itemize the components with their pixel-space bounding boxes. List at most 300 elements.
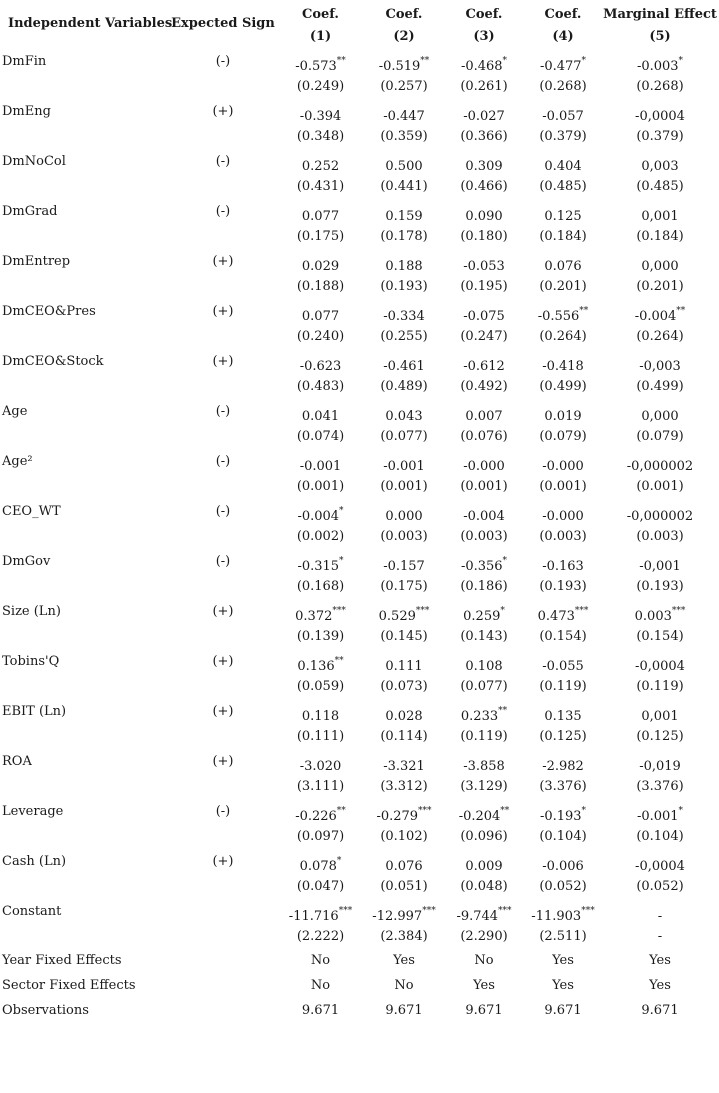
coefficient-value: -0.612 — [463, 359, 505, 374]
coefficient-value: -0.001 — [299, 459, 342, 474]
coefficient-cell — [278, 248, 363, 274]
variable-name: Leverage — [2, 803, 64, 819]
significance-stars: *** — [581, 906, 595, 916]
expected-sign: (+) — [212, 653, 234, 669]
coefficient-cell — [445, 148, 523, 174]
coefficient-cell — [278, 698, 363, 724]
variable-name: DmEntrep — [2, 253, 71, 269]
header-model-5-label: Marginal Effect — [603, 7, 717, 22]
standard-error-value: (0.125) — [539, 728, 587, 744]
coefficient-cell — [278, 398, 363, 424]
coefficient-cell — [278, 598, 363, 624]
significance-stars: ** — [579, 306, 589, 316]
footer-value: Yes — [552, 953, 574, 968]
coefficient-cell — [603, 698, 717, 724]
coefficient-value: 0.028 — [385, 709, 423, 724]
coefficient-cell — [523, 198, 603, 224]
coefficient-cell — [363, 548, 445, 574]
coefficient-value: 0.108 — [465, 659, 503, 674]
coefficient-cell — [363, 648, 445, 674]
coefficient-cell — [603, 248, 717, 274]
variable-name: DmNoCol — [2, 153, 66, 169]
variable-name: DmFin — [2, 53, 47, 69]
empty-cell — [168, 574, 278, 598]
header-row — [2, 0, 717, 48]
expected-sign: (-) — [215, 403, 231, 419]
standard-error-row — [2, 924, 717, 948]
coefficient-value: 0.000 — [385, 509, 423, 524]
coefficient-cell — [445, 548, 523, 574]
coefficient-cell — [603, 348, 717, 374]
coefficient-cell — [603, 298, 717, 324]
empty-cell — [168, 998, 278, 1023]
coefficient-cell — [523, 648, 603, 674]
standard-error-value: (0.003) — [636, 528, 684, 544]
standard-error-value: (0.001) — [460, 478, 508, 494]
standard-error-row — [2, 824, 717, 848]
empty-cell — [168, 874, 278, 898]
coefficient-cell — [445, 798, 523, 824]
variable-name: Size (Ln) — [2, 603, 61, 619]
coefficient-cell — [603, 398, 717, 424]
footer-value: No — [474, 953, 494, 968]
coefficient-value: -0.468 — [460, 59, 503, 74]
standard-error-value: (0.261) — [460, 78, 508, 94]
coefficient-cell — [278, 548, 363, 574]
standard-error-row — [2, 124, 717, 148]
expected-sign: (-) — [215, 503, 231, 519]
empty-cell — [168, 774, 278, 798]
variable-name: DmCEO&Stock — [2, 353, 104, 369]
standard-error-row — [2, 374, 717, 398]
empty-cell — [168, 948, 278, 973]
empty-cell — [2, 324, 168, 348]
coefficient-value: 0.233 — [460, 709, 499, 724]
coefficient-value: -0.001 — [636, 809, 679, 824]
table-row — [2, 548, 717, 574]
footer-row — [2, 948, 717, 973]
empty-cell — [168, 724, 278, 748]
empty-cell — [168, 374, 278, 398]
standard-error-value: (0.485) — [636, 178, 684, 194]
standard-error-row — [2, 424, 717, 448]
coefficient-value: 0.003 — [634, 609, 672, 624]
standard-error-value: (0.145) — [380, 628, 428, 644]
coefficient-cell — [363, 698, 445, 724]
empty-cell — [168, 74, 278, 98]
standard-error-value: (0.441) — [380, 178, 428, 194]
significance-stars: *** — [422, 906, 436, 916]
standard-error-value: (0.052) — [539, 878, 587, 894]
variable-name: Constant — [2, 903, 62, 919]
table-row — [2, 298, 717, 324]
significance-stars: *** — [418, 806, 432, 816]
standard-error-value: (0.001) — [296, 478, 345, 494]
coefficient-value: 0.043 — [385, 409, 423, 424]
standard-error-value: (0.003) — [539, 528, 587, 544]
empty-cell — [2, 224, 168, 248]
empty-cell — [168, 824, 278, 848]
expected-sign: (+) — [212, 353, 234, 369]
expected-sign: (-) — [215, 203, 231, 219]
standard-error-value: (0.001) — [380, 478, 428, 494]
regression-table — [2, 0, 717, 1023]
standard-error-value: (0.139) — [296, 628, 345, 644]
coefficient-value: - — [657, 909, 663, 924]
coefficient-cell — [278, 448, 363, 474]
coefficient-cell — [445, 198, 523, 224]
coefficient-value: -0.053 — [463, 259, 505, 274]
coefficient-value: 0.009 — [465, 859, 503, 874]
standard-error-row — [2, 524, 717, 548]
footer-value: 9.671 — [385, 1003, 423, 1018]
standard-error-value: (0.193) — [380, 278, 428, 294]
significance-stars: *** — [671, 606, 686, 616]
footer-value: 9.671 — [544, 1003, 582, 1018]
empty-cell — [2, 474, 168, 498]
empty-cell — [168, 924, 278, 948]
coefficient-value: -0.519 — [378, 59, 421, 74]
coefficient-value: 0.111 — [385, 659, 423, 674]
standard-error-value: (0.143) — [460, 628, 508, 644]
empty-cell — [2, 74, 168, 98]
table-row — [2, 698, 717, 724]
coefficient-value: 0.372 — [295, 609, 333, 624]
standard-error-row — [2, 674, 717, 698]
header-model-1-number: (1) — [309, 29, 332, 44]
standard-error-value: (2.222) — [296, 928, 345, 944]
coefficient-value: -0.057 — [542, 109, 584, 124]
coefficient-cell — [363, 498, 445, 524]
footer-value: Yes — [393, 953, 415, 968]
significance-stars: *** — [415, 606, 430, 616]
header-model-3 — [445, 0, 523, 48]
coefficient-cell — [523, 498, 603, 524]
standard-error-value: (0.193) — [539, 578, 587, 594]
standard-error-value: (3.376) — [636, 778, 684, 794]
coefficient-cell — [445, 598, 523, 624]
footer-value: 9.671 — [641, 1003, 679, 1018]
empty-cell — [168, 224, 278, 248]
coefficient-value: -0.447 — [383, 109, 425, 124]
empty-cell — [2, 724, 168, 748]
footer-value: Yes — [552, 978, 574, 993]
standard-error-value: (0.201) — [539, 278, 587, 294]
coefficient-cell — [278, 98, 363, 124]
header-model-1 — [278, 0, 363, 48]
header-model-3-number: (3) — [473, 29, 495, 44]
coefficient-value: 0.029 — [301, 259, 340, 274]
standard-error-row — [2, 324, 717, 348]
coefficient-value: -9.744 — [456, 909, 499, 924]
coefficient-cell — [363, 448, 445, 474]
standard-error-row — [2, 224, 717, 248]
coefficient-value: 0.473 — [537, 609, 575, 624]
coefficient-value: 0,001 — [641, 209, 679, 224]
standard-error-row — [2, 174, 717, 198]
footer-value: No — [310, 978, 331, 993]
coefficient-cell — [445, 448, 523, 474]
standard-error-value: (0.104) — [539, 828, 587, 844]
standard-error-value: (3.129) — [460, 778, 508, 794]
coefficient-cell — [603, 448, 717, 474]
significance-stars: * — [339, 506, 344, 516]
standard-error-value: (0.186) — [460, 578, 508, 594]
table-row — [2, 448, 717, 474]
coefficient-cell — [523, 98, 603, 124]
empty-cell — [168, 674, 278, 698]
standard-error-value: (0.077) — [460, 678, 508, 694]
table-row — [2, 98, 717, 124]
standard-error-value: (0.119) — [539, 678, 587, 694]
coefficient-cell — [363, 48, 445, 74]
standard-error-value: (0.076) — [460, 428, 508, 444]
coefficient-value: 0.076 — [385, 859, 423, 874]
coefficient-value: -3.020 — [299, 759, 342, 774]
standard-error-value: (0.489) — [380, 378, 428, 394]
standard-error-value: (0.001) — [539, 478, 587, 494]
table-row — [2, 848, 717, 874]
coefficient-value: 0.309 — [465, 159, 503, 174]
standard-error-value: (0.195) — [460, 278, 508, 294]
header-model-2 — [363, 0, 445, 48]
coefficient-cell — [445, 348, 523, 374]
significance-stars: * — [678, 56, 684, 66]
coefficient-value: 0.159 — [385, 209, 423, 224]
footer-label: Observations — [2, 1003, 89, 1018]
coefficient-value: 0.404 — [544, 159, 582, 174]
standard-error-row — [2, 774, 717, 798]
standard-error-value: (0.079) — [539, 428, 587, 444]
coefficient-cell — [278, 348, 363, 374]
header-model-2-label: Coef. — [385, 7, 423, 22]
empty-cell — [2, 174, 168, 198]
coefficient-cell — [523, 48, 603, 74]
variable-name: DmGov — [2, 553, 51, 569]
empty-cell — [2, 624, 168, 648]
standard-error-value: (0.051) — [380, 878, 428, 894]
significance-stars: ** — [676, 306, 686, 316]
coefficient-cell — [523, 548, 603, 574]
footer-value: 9.671 — [301, 1003, 340, 1018]
table-body — [2, 48, 717, 1023]
standard-error-value: (0.485) — [539, 178, 587, 194]
table-header — [2, 0, 717, 48]
standard-error-value: (0.247) — [460, 328, 508, 344]
standard-error-row — [2, 874, 717, 898]
coefficient-cell — [278, 498, 363, 524]
significance-stars: *** — [498, 906, 512, 916]
standard-error-value: (0.379) — [636, 128, 684, 144]
coefficient-value: -0,0004 — [635, 109, 685, 124]
empty-cell — [2, 274, 168, 298]
coefficient-cell — [363, 598, 445, 624]
standard-error-value: (0.359) — [380, 128, 428, 144]
significance-stars: *** — [332, 606, 346, 616]
empty-cell — [168, 174, 278, 198]
standard-error-value: (0.268) — [636, 78, 684, 94]
coefficient-value: -0.157 — [383, 559, 425, 574]
coefficient-value: -0.027 — [463, 109, 505, 124]
coefficient-value: -0.226 — [295, 809, 337, 824]
coefficient-cell — [603, 748, 717, 774]
standard-error-row — [2, 624, 717, 648]
empty-cell — [2, 424, 168, 448]
coefficient-cell — [523, 698, 603, 724]
coefficient-cell — [445, 398, 523, 424]
significance-stars: ** — [334, 656, 344, 666]
empty-cell — [168, 424, 278, 448]
footer-value: 9.671 — [465, 1003, 503, 1018]
coefficient-value: -0.461 — [383, 359, 425, 374]
coefficient-cell — [603, 648, 717, 674]
table-row — [2, 598, 717, 624]
standard-error-value: (0.257) — [380, 78, 428, 94]
standard-error-row — [2, 574, 717, 598]
coefficient-cell — [445, 48, 523, 74]
empty-cell — [168, 973, 278, 998]
significance-stars: * — [581, 806, 587, 816]
coefficient-value: -0.000 — [542, 459, 584, 474]
coefficient-value: 0.259 — [463, 609, 501, 624]
significance-stars: *** — [338, 906, 353, 916]
coefficient-value: -0.055 — [542, 659, 584, 674]
empty-cell — [2, 574, 168, 598]
coefficient-value: -0.004 — [463, 509, 505, 524]
coefficient-cell — [278, 748, 363, 774]
coefficient-cell — [278, 298, 363, 324]
coefficient-value: -0.556 — [537, 309, 580, 324]
coefficient-cell — [445, 498, 523, 524]
empty-cell — [168, 524, 278, 548]
coefficient-value: -11.716 — [288, 909, 339, 924]
coefficient-cell — [278, 148, 363, 174]
expected-sign: (-) — [215, 53, 231, 69]
coefficient-cell — [523, 248, 603, 274]
standard-error-value: (0.201) — [636, 278, 684, 294]
standard-error-value: (0.119) — [460, 728, 508, 744]
coefficient-value: -0.477 — [539, 59, 582, 74]
footer-value: Yes — [473, 978, 495, 993]
standard-error-value: (0.348) — [296, 128, 345, 144]
coefficient-value: 0.529 — [378, 609, 416, 624]
header-marginal-effect — [603, 0, 717, 48]
coefficient-cell — [278, 48, 363, 74]
standard-error-value: (0.073) — [380, 678, 428, 694]
variable-name: Tobins'Q — [2, 653, 60, 669]
coefficient-cell — [363, 798, 445, 824]
standard-error-row — [2, 474, 717, 498]
coefficient-value: 0,001 — [641, 709, 679, 724]
coefficient-value: -0.418 — [542, 359, 584, 374]
footer-label: Sector Fixed Effects — [2, 978, 136, 993]
coefficient-value: -0.000 — [542, 509, 584, 524]
coefficient-value: -0.204 — [458, 809, 501, 824]
variable-name: DmGrad — [2, 203, 58, 219]
coefficient-cell — [363, 98, 445, 124]
table-row — [2, 148, 717, 174]
coefficient-cell — [363, 398, 445, 424]
standard-error-value: (0.499) — [636, 378, 684, 394]
header-model-3-label: Coef. — [465, 7, 503, 22]
coefficient-value: -0.001 — [383, 459, 425, 474]
table-row — [2, 898, 717, 924]
coefficient-cell — [363, 198, 445, 224]
table-row — [2, 748, 717, 774]
coefficient-value: -0,000002 — [626, 459, 694, 474]
standard-error-value: (0.264) — [539, 328, 587, 344]
coefficient-cell — [363, 298, 445, 324]
empty-cell — [168, 124, 278, 148]
standard-error-value: (2.511) — [539, 928, 587, 944]
coefficient-value: -0,0004 — [635, 859, 685, 874]
coefficient-cell — [603, 98, 717, 124]
empty-cell — [168, 274, 278, 298]
coefficient-value: -0.315 — [297, 559, 340, 574]
standard-error-value: (0.180) — [460, 228, 508, 244]
coefficient-value: 0.135 — [544, 709, 582, 724]
coefficient-cell — [363, 898, 445, 924]
empty-cell — [2, 374, 168, 398]
variable-name: Cash (Ln) — [2, 853, 67, 869]
coefficient-cell — [603, 598, 717, 624]
expected-sign: (+) — [212, 853, 234, 869]
coefficient-cell — [445, 848, 523, 874]
empty-cell — [168, 474, 278, 498]
expected-sign: (-) — [215, 453, 231, 469]
significance-stars: * — [500, 606, 505, 616]
standard-error-value: (0.492) — [460, 378, 508, 394]
variable-name: Age² — [2, 453, 33, 469]
standard-error-row — [2, 74, 717, 98]
expected-sign: (+) — [212, 703, 234, 719]
coefficient-value: -12.997 — [372, 909, 423, 924]
coefficient-value: -0.003 — [636, 59, 679, 74]
empty-cell — [168, 324, 278, 348]
header-model-4-number: (4) — [552, 29, 574, 44]
header-model-4 — [523, 0, 603, 48]
variable-name: EBIT (Ln) — [2, 703, 67, 719]
footer-row — [2, 998, 717, 1023]
coefficient-value: 0,000 — [641, 409, 679, 424]
coefficient-cell — [523, 448, 603, 474]
standard-error-value: (0.119) — [636, 678, 684, 694]
coefficient-cell — [603, 898, 717, 924]
coefficient-cell — [603, 198, 717, 224]
standard-error-value: (3.111) — [296, 778, 345, 794]
significance-stars: * — [336, 856, 342, 866]
standard-error-value: (0.102) — [380, 828, 428, 844]
coefficient-cell — [278, 848, 363, 874]
expected-sign: (+) — [212, 303, 234, 319]
standard-error-value: (0.154) — [636, 628, 684, 644]
expected-sign: (-) — [215, 803, 231, 819]
variable-name: DmEng — [2, 103, 51, 119]
coefficient-value: -0.000 — [463, 459, 505, 474]
standard-error-value: (0.483) — [296, 378, 345, 394]
coefficient-value: -11.903 — [531, 909, 582, 924]
coefficient-cell — [603, 498, 717, 524]
standard-error-value: (0.125) — [636, 728, 684, 744]
standard-error-value: (0.003) — [460, 528, 508, 544]
coefficient-value: 0.076 — [544, 259, 582, 274]
coefficient-value: -0,0004 — [635, 659, 685, 674]
coefficient-cell — [523, 348, 603, 374]
footer-value: No — [310, 953, 331, 968]
standard-error-value: (0.059) — [296, 678, 345, 694]
expected-sign: (+) — [212, 253, 234, 269]
significance-stars: *** — [574, 606, 589, 616]
